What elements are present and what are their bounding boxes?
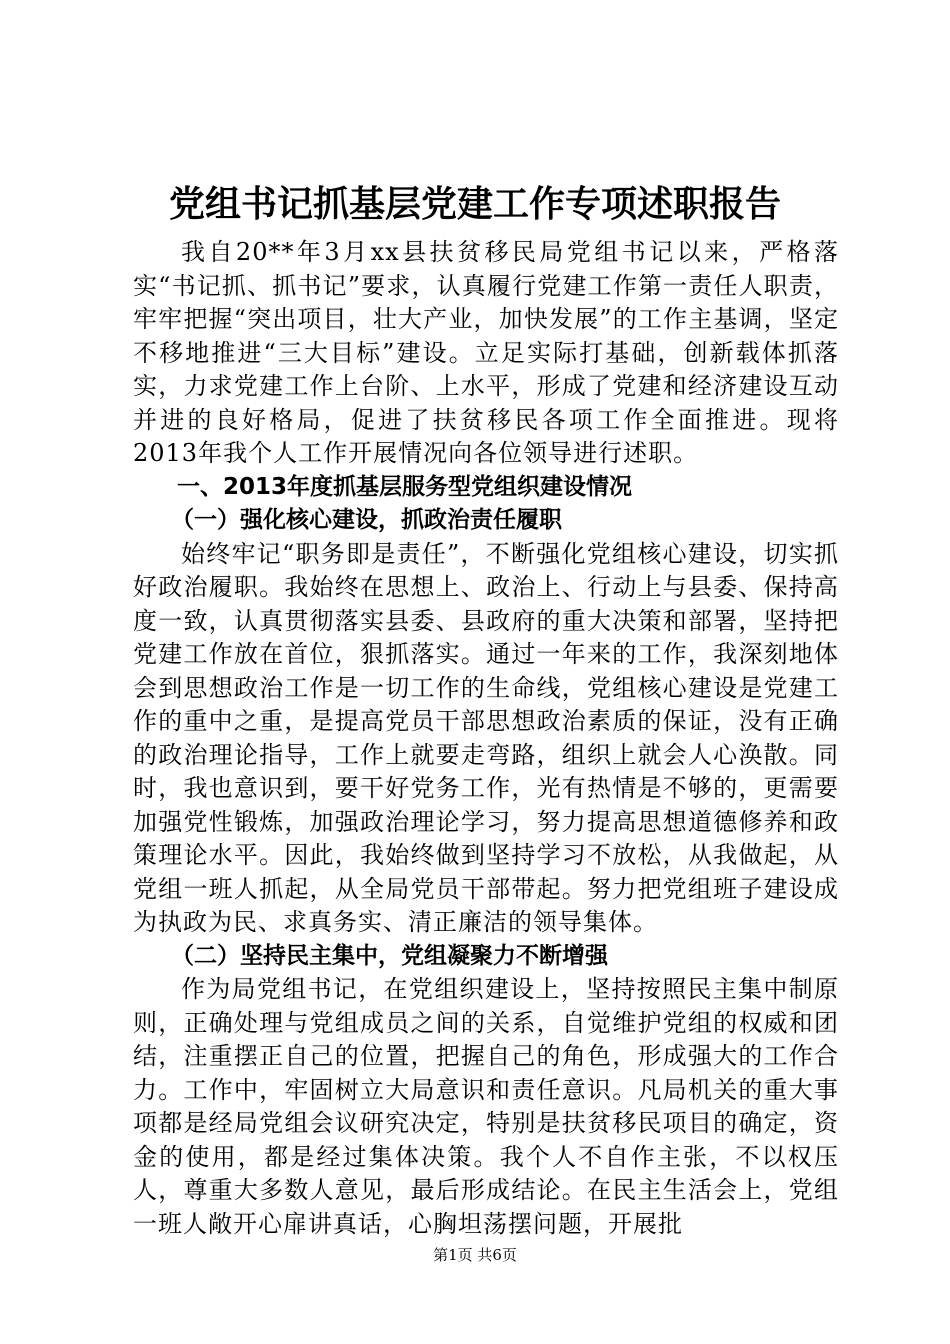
document-body bbox=[133, 236, 839, 1241]
subsection-heading-1: （一）强化核心建设，抓政治责任履职 bbox=[171, 507, 562, 533]
section-heading-1: 一、2013年度抓基层服务型党组织建设情况 bbox=[177, 473, 633, 500]
subsection-1-paragraph: 始终牢记“职务即是责任”，不断强化党组核心建设，切实抓好政治履职。我始终在思想上、政治上、行动上与县委、保持高度一致，认真贯彻落实县委、县政府的重大决策和部署，坚持把党建工作放在首位，狠抓落实。通过一年来的工作，我深刻地体会到思想政治工作是一切工作的生命线，党组核心建设是党建工作的重中之重，是提高党员干部思想政治素质的保证，没有正确的政治理论指导，工作上就要走弯路，组织上就会人心涣散。同时，我也意识到，要干好党务工作，光有热情是不够的，更需要加强党性锻炼，加强政治理论学习，努力提高思想道德修养和政策理论水平。因此，我始终做到坚持学习不放松，从我做起，从党组一班人抓起，从全局党员干部带起。努力把党组班子建设成为执政为民、求真务实、清正廉洁的领导集体。 bbox=[133, 539, 839, 936]
page-number-footer: 第1页 共6页 bbox=[433, 1246, 517, 1264]
subsection-heading-2: （二）坚持民主集中，党组凝聚力不断增强 bbox=[171, 942, 608, 969]
page-title: 党组书记抓基层党建工作专项述职报告 bbox=[168, 184, 781, 225]
subsection-2-paragraph: 作为局党组书记，在党组织建设上，坚持按照民主集中制原则，正确处理与党组成员之间的关系，自觉维护党组的权威和团结，注重摆正自己的位置，把握自己的角色，形成强大的工作合力。工作中，牢固树立大局意识和责任意识。凡局机关的重大事项都是经局党组会议研究决定，特别是扶贫移民项目的确定，资金的使用，都是经过集体决策。我个人不自作主张，不以权压人，尊重大多数人意见，最后形成结论。在民主生活会上，党组一班人敞开心扉讲真话，心胸坦荡摆问题，开展批 bbox=[133, 975, 839, 1238]
intro-paragraph: 我自20**年3月xx县扶贫移民局党组书记以来，严格落实“书记抓、抓书记”要求，认真履行党建工作第一责任人职责，牢牢把握“突出项目，壮大产业，加快发展”的工作主基调，坚定不移地推进“三大目标”建设。立足实际打基础，创新载体抓落实，力求党建工作上台阶、上水平，形成了党建和经济建设互动并进的良好格局，促进了扶贫移民各项工作全面推进。现将2013年我个人工作开展情况向各位领导进行述职。 bbox=[133, 238, 839, 467]
